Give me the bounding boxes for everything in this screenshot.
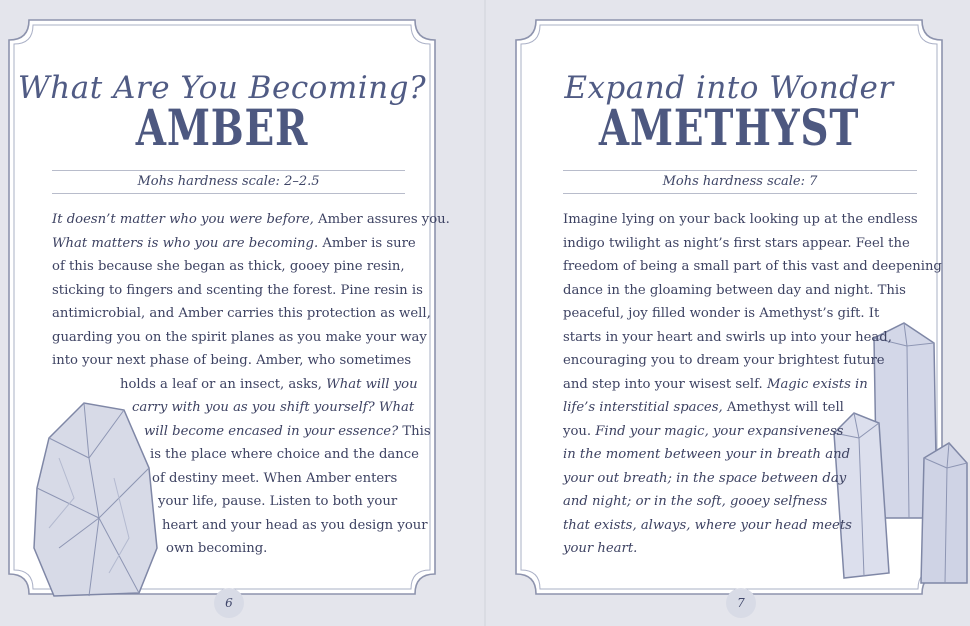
text-line — [563, 232, 921, 256]
text-segment: It doesn’t matter who you were before, — [52, 212, 314, 227]
text-segment: encouraging you to dream your brightest future — [563, 353, 885, 368]
text-line — [52, 208, 450, 232]
text-segment: antimicrobial, and Amber carries this protection as well, — [52, 306, 431, 321]
text-line — [563, 537, 921, 561]
text-segment: of this because she began as thick, gooey pine resin, — [52, 259, 405, 274]
text-line — [52, 255, 412, 279]
text-segment: This — [398, 423, 431, 439]
text-segment: your life, pause. Listen to both your — [158, 494, 398, 509]
text-line — [563, 467, 921, 491]
text-line — [563, 443, 921, 467]
text-line — [563, 420, 921, 444]
text-segment: Imagine lying on your back looking up at the endless — [563, 212, 918, 227]
text-segment: your heart. — [563, 541, 638, 556]
stone-name: AMBER — [135, 98, 309, 157]
body-text — [563, 208, 942, 561]
text-segment: Amber is sure — [318, 235, 416, 251]
text-segment: in the moment between your in breath and — [563, 447, 851, 462]
text-segment: What will you — [326, 376, 418, 392]
text-line — [52, 514, 428, 538]
text-line — [52, 443, 419, 467]
amber-card — [7, 18, 450, 610]
text-line — [52, 490, 412, 514]
text-line — [52, 420, 431, 444]
text-line — [52, 467, 412, 491]
text-segment: Amethyst will tell — [722, 400, 844, 415]
text-segment: holds a leaf or an insect, asks, — [120, 376, 327, 392]
body-text — [52, 208, 450, 561]
text-segment: freedom of being a small part of this vast and deepening — [563, 259, 942, 274]
text-line — [563, 373, 921, 397]
text-line — [563, 208, 921, 232]
text-line — [52, 349, 412, 373]
text-segment: into your next phase of being. Amber, who sometimes — [52, 353, 412, 368]
text-line — [563, 326, 921, 350]
stone-name: AMETHYST — [598, 98, 860, 157]
text-line — [563, 490, 921, 514]
text-line — [563, 349, 921, 373]
mohs-hardness: Mohs hardness scale: 2–2.5 — [52, 170, 405, 194]
text-segment: you. — [563, 423, 596, 439]
text-segment: Amber assures you. — [313, 212, 450, 227]
text-segment: own becoming. — [166, 541, 268, 556]
text-line — [52, 302, 431, 326]
text-line — [563, 279, 921, 303]
mohs-hardness: Mohs hardness scale: 7 — [563, 170, 917, 194]
text-line — [52, 326, 427, 350]
text-segment: What matters is who you are becoming. — [52, 235, 319, 251]
text-segment: of destiny meet. When Amber enters — [152, 470, 398, 486]
text-segment: starts in your heart and swirls up into your head, — [563, 329, 892, 345]
text-segment: your out breath; in the space between day — [563, 470, 847, 486]
amethyst-card — [514, 18, 944, 610]
text-line — [52, 396, 415, 420]
page-number: 7 — [726, 588, 756, 618]
book-spine — [484, 0, 486, 626]
text-segment: Magic exists in — [766, 376, 868, 392]
text-line — [563, 396, 921, 420]
text-segment: peaceful, joy filled wonder is Amethyst’s gift. It — [563, 306, 880, 321]
text-segment: heart and your head as you design your — [162, 517, 428, 533]
text-line — [563, 514, 921, 538]
text-segment: is the place where choice and the dance — [150, 447, 419, 462]
text-line — [563, 255, 942, 279]
text-line — [52, 232, 416, 256]
card-subtitle: What Are You Becoming? — [17, 70, 427, 106]
text-line — [563, 302, 921, 326]
text-line — [52, 279, 423, 303]
text-segment: Find your magic, your expansiveness — [595, 423, 844, 439]
text-line — [52, 373, 418, 397]
text-segment: that exists, always, where your head meets — [563, 517, 852, 533]
text-segment: life’s interstitial spaces, — [563, 400, 723, 415]
text-segment: and night; or in the soft, gooey selfness — [563, 494, 828, 509]
text-segment: guarding you on the spirit planes as you make your way — [52, 329, 427, 345]
text-segment: and step into your wisest self. — [563, 376, 767, 392]
text-line — [52, 537, 412, 561]
card-subtitle: Expand into Wonder — [564, 70, 894, 106]
text-segment: dance in the gloaming between day and night. This — [563, 282, 906, 298]
text-segment: sticking to fingers and scenting the forest. Pine resin is — [52, 282, 423, 298]
text-segment: will become encased in your essence? — [144, 423, 399, 439]
page-number: 6 — [214, 588, 244, 618]
text-segment: carry with you as you shift yourself? What — [132, 400, 415, 415]
text-segment: indigo twilight as night’s first stars appear. Feel the — [563, 235, 910, 251]
